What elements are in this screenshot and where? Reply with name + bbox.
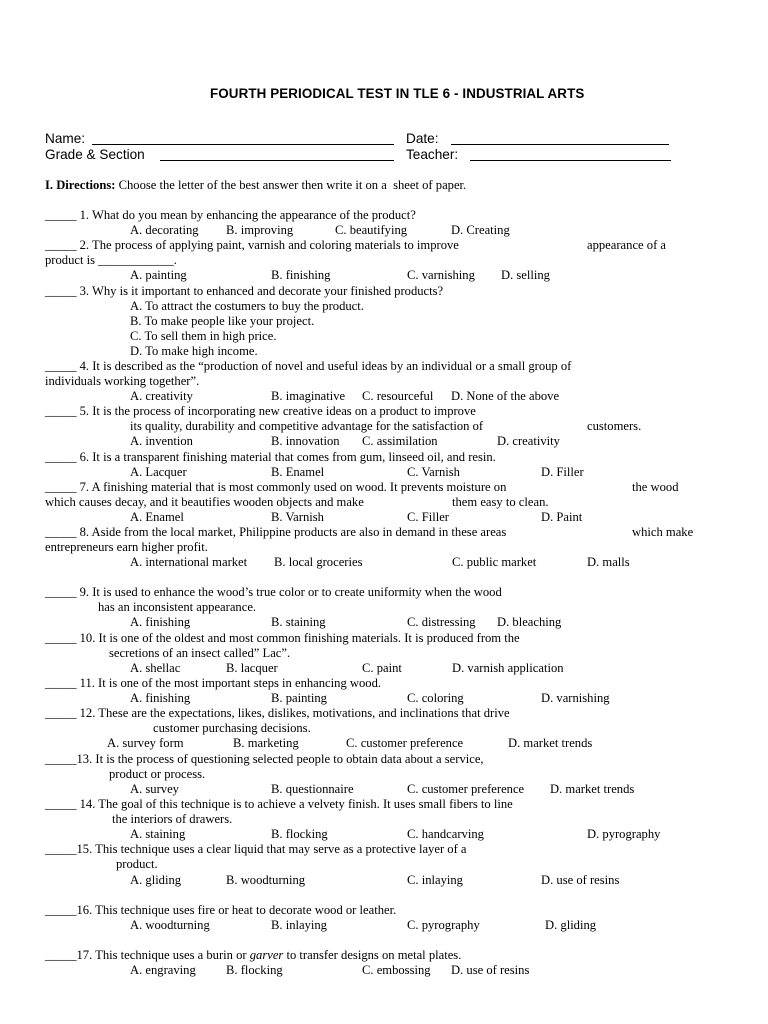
q6-choice-b: B. Enamel (271, 465, 325, 479)
q12-choice-c: C. customer preference (346, 736, 464, 750)
question-9-stem-line2: has an inconsistent appearance. (98, 600, 257, 614)
q2-choice-a: A. painting (130, 268, 187, 282)
q9-choice-d: D. bleaching (497, 615, 562, 629)
question-11-stem: _____ 11. It is one of the most important steps in enhancing wood. (45, 676, 382, 690)
directions (45, 178, 466, 193)
q14-choice-a: A. staining (130, 827, 186, 841)
q11-choice-c: C. coloring (407, 691, 464, 705)
q11-choice-b: B. painting (271, 691, 327, 705)
question-12-stem: _____ 12. These are the expectations, likes, dislikes, motivations, and inclinations that drive (45, 706, 510, 720)
question-7-stem-line2: which causes decay, and it beautifies wooden objects and make (45, 495, 364, 509)
question-15-stem-line2: product. (116, 857, 158, 871)
question-8-stem-cont: which make (632, 525, 694, 539)
question-5-stem-cont: customers. (587, 419, 642, 433)
q1-choice-a: A. decorating (130, 223, 199, 237)
q14-choice-c: C. handcarving (407, 827, 484, 841)
question-15-stem: _____15. This technique uses a clear liquid that may serve as a protective layer of a (45, 842, 467, 856)
question-13-stem: _____13. It is the process of questioning selected people to obtain data about a service, (45, 752, 484, 766)
q11-choice-a: A. finishing (130, 691, 191, 705)
teacher-field[interactable] (470, 148, 671, 161)
question-10-stem: _____ 10. It is one of the oldest and most common finishing materials. It is produced from the (45, 631, 520, 645)
q5-choice-b: B. innovation (271, 434, 340, 448)
question-9-stem: _____ 9. It is used to enhance the wood’s true color or to create uniformity when the wood (45, 585, 502, 599)
q1-choice-c: C. beautifying (335, 223, 408, 237)
q10-choice-b: B. lacquer (226, 661, 278, 675)
q13-choice-c: C. customer preference (407, 782, 525, 796)
q13-choice-a: A. survey (130, 782, 179, 796)
q17-choice-d: D. use of resins (451, 963, 530, 977)
q10-choice-d: D. varnish application (452, 661, 564, 675)
question-17-stem (45, 948, 461, 963)
q3-choice-c: C. To sell them in high price. (130, 329, 277, 343)
date-field[interactable] (451, 132, 669, 145)
question-14-stem: _____ 14. The goal of this technique is to achieve a velvety finish. It uses small fibers to line (45, 797, 513, 811)
q9-choice-c: C. distressing (407, 615, 476, 629)
q6-choice-c: C. Varnish (407, 465, 460, 479)
q13-choice-b: B. questionnaire (271, 782, 354, 796)
q12-choice-b: B. marketing (233, 736, 299, 750)
q15-choice-a: A. gliding (130, 873, 182, 887)
question-14-stem-line2: the interiors of drawers. (112, 812, 233, 826)
q16-choice-c: C. pyrography (407, 918, 480, 932)
name-label: Name: (45, 131, 86, 146)
question-2-stem-line2: product is ____________. (45, 253, 177, 267)
question-3-stem: _____ 3. Why is it important to enhanced and decorate your finished products? (45, 284, 444, 298)
name-field[interactable] (92, 132, 394, 145)
q17-choice-c: C. embossing (362, 963, 431, 977)
q12-choice-a: A. survey form (107, 736, 184, 750)
question-17-stem-part2: to transfer designs on metal plates. (283, 948, 462, 962)
question-13-stem-line2: product or process. (109, 767, 206, 781)
q2-choice-d: D. selling (501, 268, 550, 282)
question-10-stem-line2: secretions of an insect called” Lac”. (109, 646, 291, 660)
q14-choice-b: B. flocking (271, 827, 328, 841)
directions-text: Choose the letter of the best answer then write it on a sheet of paper. (115, 178, 467, 192)
q7-choice-b: B. Varnish (271, 510, 324, 524)
q4-choice-b: B. imaginative (271, 389, 346, 403)
question-12-stem-line2: customer purchasing decisions. (153, 721, 311, 735)
question-5-stem: _____ 5. It is the process of incorporating new creative ideas on a product to improve (45, 404, 476, 418)
q7-choice-c: C. Filler (407, 510, 449, 524)
q3-choice-a: A. To attract the costumers to buy the product. (130, 299, 364, 313)
directions-label: I. Directions: (45, 178, 116, 192)
date-label: Date: (406, 131, 439, 146)
question-5-stem-line2: its quality, durability and competitive advantage for the satisfaction of (130, 419, 484, 433)
q15-choice-d: D. use of resins (541, 873, 620, 887)
question-8-stem-line2: entrepreneurs earn higher profit. (45, 540, 208, 554)
question-2-stem: _____ 2. The process of applying paint, varnish and coloring materials to improve (45, 238, 459, 252)
q17-choice-b: B. flocking (226, 963, 283, 977)
q3-choice-d: D. To make high income. (130, 344, 258, 358)
q8-choice-a: A. international market (130, 555, 248, 569)
question-4-stem-line2: individuals working together”. (45, 374, 200, 388)
question-7-stem-cont: the wood (632, 480, 679, 494)
grade-section-label: Grade & Section (45, 147, 145, 162)
question-8-stem: _____ 8. Aside from the local market, Philippine products are also in demand in these areas (45, 525, 507, 539)
q1-choice-d: D. Creating (451, 223, 510, 237)
q13-choice-d: D. market trends (550, 782, 635, 796)
q16-choice-b: B. inlaying (271, 918, 327, 932)
q15-choice-b: B. woodturning (226, 873, 306, 887)
q3-choice-b: B. To make people like your project. (130, 314, 315, 328)
question-7-stem: _____ 7. A finishing material that is most commonly used on wood. It prevents moisture on (45, 480, 507, 494)
q9-choice-b: B. staining (271, 615, 326, 629)
q12-choice-d: D. market trends (508, 736, 593, 750)
q2-choice-b: B. finishing (271, 268, 331, 282)
q8-choice-b: B. local groceries (274, 555, 363, 569)
q5-choice-c: C. assimilation (362, 434, 438, 448)
q7-choice-a: A. Enamel (130, 510, 184, 524)
q17-choice-a: A. engraving (130, 963, 196, 977)
grade-section-field[interactable] (160, 148, 394, 161)
q8-choice-c: C. public market (452, 555, 537, 569)
q16-choice-d: D. gliding (545, 918, 597, 932)
q8-choice-d: D. malls (587, 555, 630, 569)
q16-choice-a: A. woodturning (130, 918, 210, 932)
teacher-label: Teacher: (406, 147, 459, 162)
question-16-stem: _____16. This technique uses fire or heat to decorate wood or leather. (45, 903, 397, 917)
q14-choice-d: D. pyrography (587, 827, 661, 841)
question-17-stem-part1: _____17. This technique uses a burin or (45, 948, 250, 962)
question-4-stem: _____ 4. It is described as the “production of novel and useful ideas by an individual or a small group of (45, 359, 572, 373)
q5-choice-d: D. creativity (497, 434, 560, 448)
question-17-stem-italic: garver (249, 948, 284, 962)
q1-choice-b: B. improving (226, 223, 294, 237)
q10-choice-c: C. paint (362, 661, 402, 675)
q7-choice-d: D. Paint (541, 510, 583, 524)
question-7-stem-line2-cont: them easy to clean. (452, 495, 549, 509)
q4-choice-a: A. creativity (130, 389, 193, 403)
q4-choice-d: D. None of the above (451, 389, 560, 403)
question-1-stem: _____ 1. What do you mean by enhancing the appearance of the product? (45, 208, 416, 222)
q15-choice-c: C. inlaying (407, 873, 463, 887)
q6-choice-a: A. Lacquer (130, 465, 187, 479)
q6-choice-d: D. Filler (541, 465, 584, 479)
q11-choice-d: D. varnishing (541, 691, 610, 705)
question-6-stem: _____ 6. It is a transparent finishing material that comes from gum, linseed oil, and resin. (45, 450, 496, 464)
q4-choice-c: C. resourceful (362, 389, 434, 403)
q10-choice-a: A. shellac (130, 661, 181, 675)
question-2-stem-cont: appearance of a (587, 238, 666, 252)
q9-choice-a: A. finishing (130, 615, 191, 629)
q5-choice-a: A. invention (130, 434, 193, 448)
q2-choice-c: C. varnishing (407, 268, 475, 282)
page-title: FOURTH PERIODICAL TEST IN TLE 6 - INDUSTRIAL ARTS (210, 86, 585, 101)
